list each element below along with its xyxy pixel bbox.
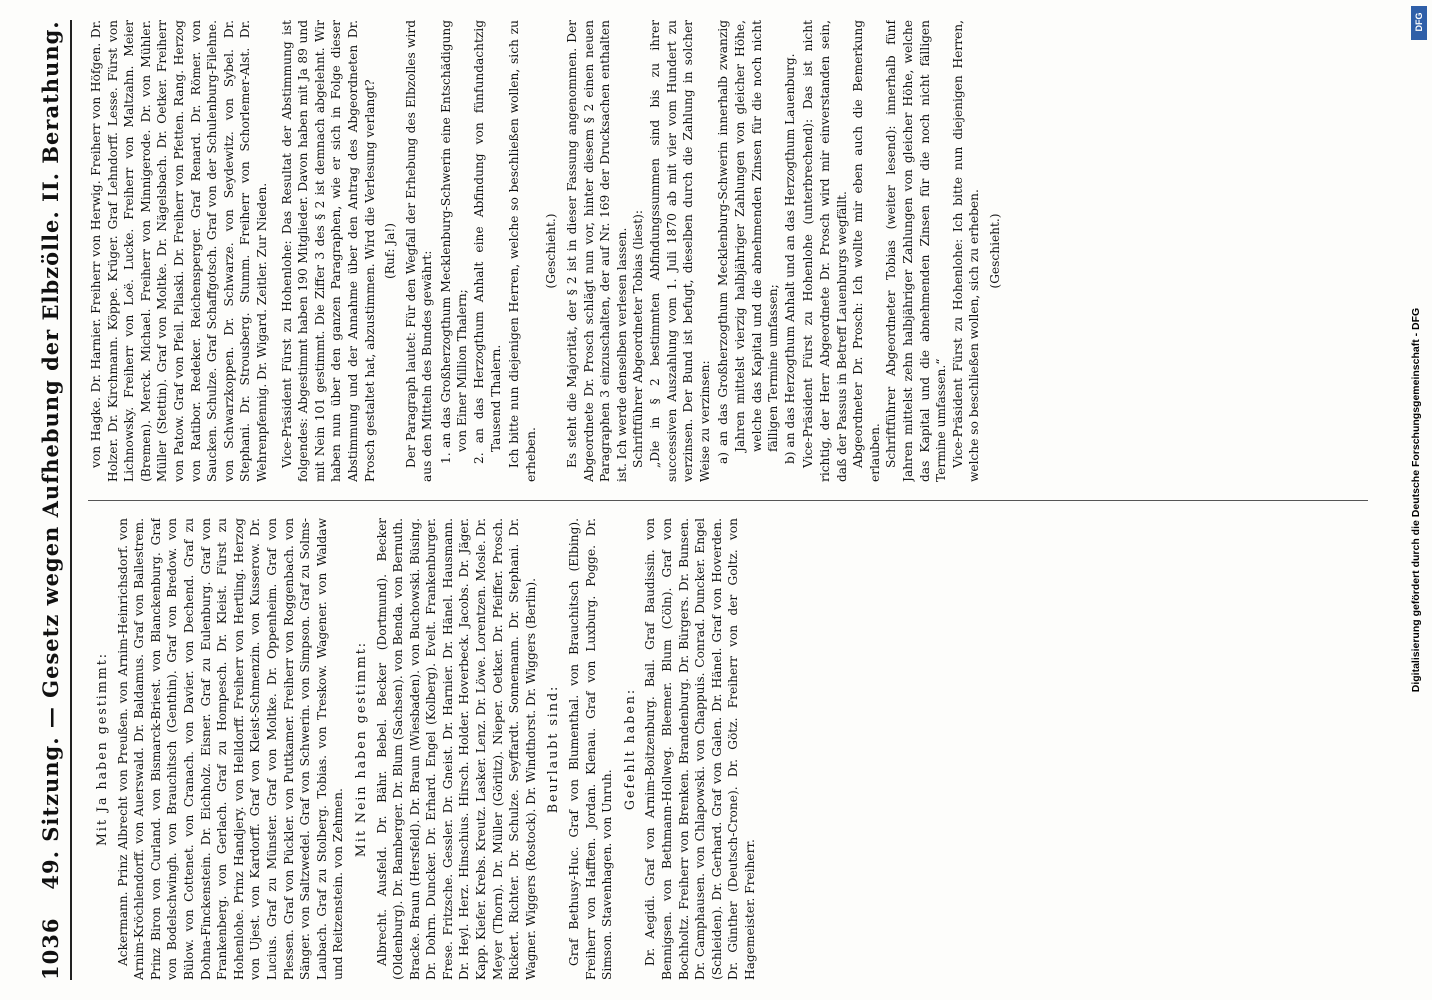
- paragraph-item-2: 2. an das Herzogthum Anhalt eine Abfindung von fünfundachtzig Tausend Thalern.: [472, 20, 503, 464]
- page-number: 1036: [38, 917, 63, 980]
- ja-heading: Mit Ja haben gestimmt:: [94, 651, 109, 847]
- page-title: 49. Sitzung. — Gesetz wegen Aufhebung der Elbzölle. II. Berathung.: [38, 20, 63, 890]
- gefehlt-list-continued: von Hagke. Dr. Harnier. Freiherr von Herwig. Freiherr von Höfgen. Dr. Holzer. Dr. Kirchmann. Köppe. Krüger. Graf Lehndorff. Lesse. Fürst von Lichnowsky. Freiherr von Loë. Lucke. Freiherr von Maltzahn. Meier (Bremen). Merck. Michael. Freiherr von Minnigerode. Dr. von Mühler. Müller (Stettin). Graf von Moltke. Dr. Nägelsbach. Dr. Oetker. Freiherr von Patow. Graf von Pfeil. Pilaski. Dr. Freiherr von Pfetten. Rang. Herzog von Ratibor. Redeker. Reichensperger. Graf Renard. Dr. Römer. von Saucken. Schulze. Graf Schaffgotsch. Graf von der Schulenburg-Filehne. von Schwarzkoppen. Dr. Schwarze. von Seydewitz. von Sybel. Dr. Stephani. Dr. Strousberg. Stumm. Freiherr von Schorlemer-Alst. Dr. Wehrenpfennig. Dr. Wigard. Zeitler. Zur Nieden.: [89, 20, 269, 482]
- hohenlohe-interruption: Vice-Präsident Fürst zu Hohenlohe (unterbrechend): Das ist nicht richtig, der Herr Abgeordnete Dr. Prosch wird mir einverstanden sein, daß der Passus in Betreff Lauenburgs wegfällt.: [801, 20, 849, 482]
- gefehlt-heading: Gefehlt haben:: [621, 687, 637, 811]
- beurlaubt-list: Graf Bethusy-Huc. Graf von Blumenthal. von Brauchitsch (Elbing). Freiherr von Hafften. Jordan. Klenau. Graf von Luxburg. Pogge. Dr. Simson. Stavenhagen. von Unruh.: [567, 518, 615, 980]
- vote-request: Ich bitte nun diejenigen Herren, welche so beschließen wollen, sich zu erheben.: [507, 20, 538, 482]
- geschieht-1: (Geschieht.): [544, 213, 559, 289]
- paragraph-items: [438, 20, 504, 464]
- prosch-remark: Abgeordneter Dr. Prosch: Ich wollte mir eben auch die Bemerkung erlauben.: [851, 20, 882, 482]
- header-rule: [70, 20, 72, 980]
- call-ja: (Ruf: Ja!): [383, 222, 398, 280]
- rotated-page: [30, 20, 1402, 980]
- geschieht-2: (Geschieht.): [987, 213, 1002, 289]
- page-header: [30, 20, 90, 980]
- tobias-heading: Schriftführer Abgeordneter Tobias (liest):: [631, 210, 646, 468]
- dfg-logo: [1411, 6, 1427, 40]
- ja-list: Ackermann. Prinz Albrecht von Preußen. von Arnim-Heinrichsdorf. von Arnim-Kröchlendorff. von Auerswald. Dr. Baldamus. Graf von Ballestrem. Prinz Biron von Curland. von Bismarck-Briest. von Blanckenburg. Graf von Bodelschwingh. von Brauchitsch (Genthin). Graf von Bredow. von Bülow. von Cottenet. von Cranach. von Davier. von Dechend. Graf zu Dohna-Finckenstein. Dr. Eichholz. Eisner. Graf zu Eulenburg. Graf von Frankenberg. von Gerlach. Graf zu Hompesch. Dr. Kleist. Fürst zu Hohenlohe. Prinz Handjery. von Helldorff. Freiherr von Hertling. Herzog von Ujest. von Kardorff. Graf von Kleist-Schmenzin. von Kusserow. Dr. Lucius. Graf zu Münster. Graf von Moltke. Dr. Oppenheim. Graf von Plessen. Graf von Pückler. von Puttkamer. Freiherr von Roggenbach. von Sänger. von Saltzwedel. Graf von Schwerin. von Simpson. Graf zu Solms-Laubach. Graf zu Stolberg. Tobias. von Treskow. Wagener. von Waldaw und Reitzenstein. von Zehmen.: [115, 518, 346, 980]
- dfg-logo-text: DFG: [1414, 12, 1424, 32]
- majority-statement: Es steht die Majorität, der § 2 ist in dieser Fassung angenommen. Der Abgeordnete Dr. Prosch schlägt nun vor, hinter diesem § 2 einen neuen Paragraphen 3 einzuschalten, der auf Nr. 169 der Drucksachen enthalten ist. Ich werde denselben verlesen lassen.: [565, 20, 629, 482]
- tobias-item-b: b) an das Herzogthum Anhalt und an das Herzogthum Lauenburg.: [782, 53, 797, 464]
- column-divider: [88, 500, 1368, 501]
- right-column: [88, 20, 1388, 482]
- digitization-note: Digitalisierung gefördert durch die Deutsche Forschungsgemeinschaft - DFG: [1410, 307, 1422, 693]
- tobias-items: [715, 20, 798, 464]
- paragraph-intro: Der Paragraph lautet: Für den Wegfall der Erhebung des Elbzolles wird aus den Mitteln des Bundes gewährt:: [403, 20, 435, 482]
- left-column: [88, 518, 1388, 980]
- nein-list: Albrecht. Ausfeld. Dr. Bähr. Bebel. Becker (Dortmund). Becker (Oldenburg). Dr. Bamberger. Dr. Blum (Sachsen). von Benda. von Bernuth. Bracke. Braun (Hersfeld). Dr. Braun (Wiesbaden). von Buchowski. Büsing. Dr. Dohrn. Duncker. Dr. Erhard. Engel (Kolberg). Evelt. Frankenburger. Frese. Fritzsche. Gessler. Dr. Gneist. Dr. Harnier. Dr. Hänel. Hausmann. Dr. Heyl. Herz. Hinschius. Hirsch. Holder. Hoverbeck. Jacobs. Dr. Jäger. Kapp. Kiefer. Krebs. Kreutz. Lasker. Lenz. Dr. Löwe. Lorentzen. Mosle. Dr. Meyer (Thorn). Dr. Müller (Görlitz). Nieper. Oetker. Dr. Pfeiffer. Prosch. Rickert. Richter. Dr. Schulze. Seyffardt. Sonnemann. Dr. Stephani. Dr. Wagner. Wiggers (Rostock). Dr. Windthorst. Dr. Wiggers (Berlin).: [374, 518, 538, 980]
- vote-result: Vice-Präsident Fürst zu Hohenlohe: Das Resultat der Abstimmung ist folgendes: Abgestimmt haben 190 Mitglieder. Davon haben mit Ja 89 und mit Nein 101 gestimmt. Die Ziffer 3 des § 2 ist demnach abgelehnt. Wir haben nun über den ganzen Paragraphen, wie er sich in Folge dieser Abstimmung und der Annahme über den Antrag des Abgeordneten Dr. Prosch gestaltet hat, abzustimmen. Wird die Verlesung verlangt?: [279, 20, 377, 482]
- tobias-quote: „Die in § 2 bestimmten Abfindungssummen sind bis zu ihrer successiven Auszahlung vom 1. Juli 1870 ab mit vier vom Hundert zu verzinsen. Der Bund ist befugt, dieselben durch die Zahlung in solcher Weise zu verzinsen:: [648, 20, 712, 482]
- paragraph-item-1: 1. an das Großherzogthum Mecklenburg-Schwerin eine Entschädigung von Einer Million Thalern;: [438, 20, 470, 464]
- gefehlt-list: Dr. Aegidi. Graf von Arnim-Boitzenburg. Bail. Graf Baudissin. von Bennigsen. von Bethmann-Hollweg. Bleemer. Blum (Cöln). Graf von Bochholtz. Freiherr von Brenken. Brandenburg. Dr. Bürgers. Dr. Bunsen. Dr. Camphausen. von Chlapowski. von Chappuis. Conrad. Duncker. Engel (Schleiden). Dr. Gerhard. Graf von Galen. Dr. Hänel. Graf von Hoverden. Dr. Günther (Deutsch-Crone). Dr. Götz. Freiherr von der Goltz. von Hagemeister. Freiherr.: [643, 518, 757, 980]
- tobias-continued: Schriftführer Abgeordneter Tobias (weiter lesend): innerhalb fünf Jahren mittelst zehn halbjähriger Zahlungen von gleicher Höhe, welche das Kapital und die abnehmenden Zinsen für die noch nicht fälligen Termine umfassen.“: [884, 20, 949, 482]
- nein-heading: Mit Nein haben gestimmt:: [352, 640, 368, 858]
- beurlaubt-heading: Beurlaubt sind:: [545, 684, 561, 814]
- final-request: Vice-Präsident Fürst zu Hohenlohe: Ich bitte nun diejenigen Herren, welche so beschließen wollen, sich zu erheben.: [950, 20, 982, 482]
- tobias-item-a: a) an das Großherzogthum Mecklenburg-Schwerin innerhalb zwanzig Jahren mittelst vierzig halbjähriger Zahlungen von gleicher Höhe, welche das Kapital und die abnehmenden Zinsen für die noch nicht fälligen Termine umfassen;: [716, 20, 781, 464]
